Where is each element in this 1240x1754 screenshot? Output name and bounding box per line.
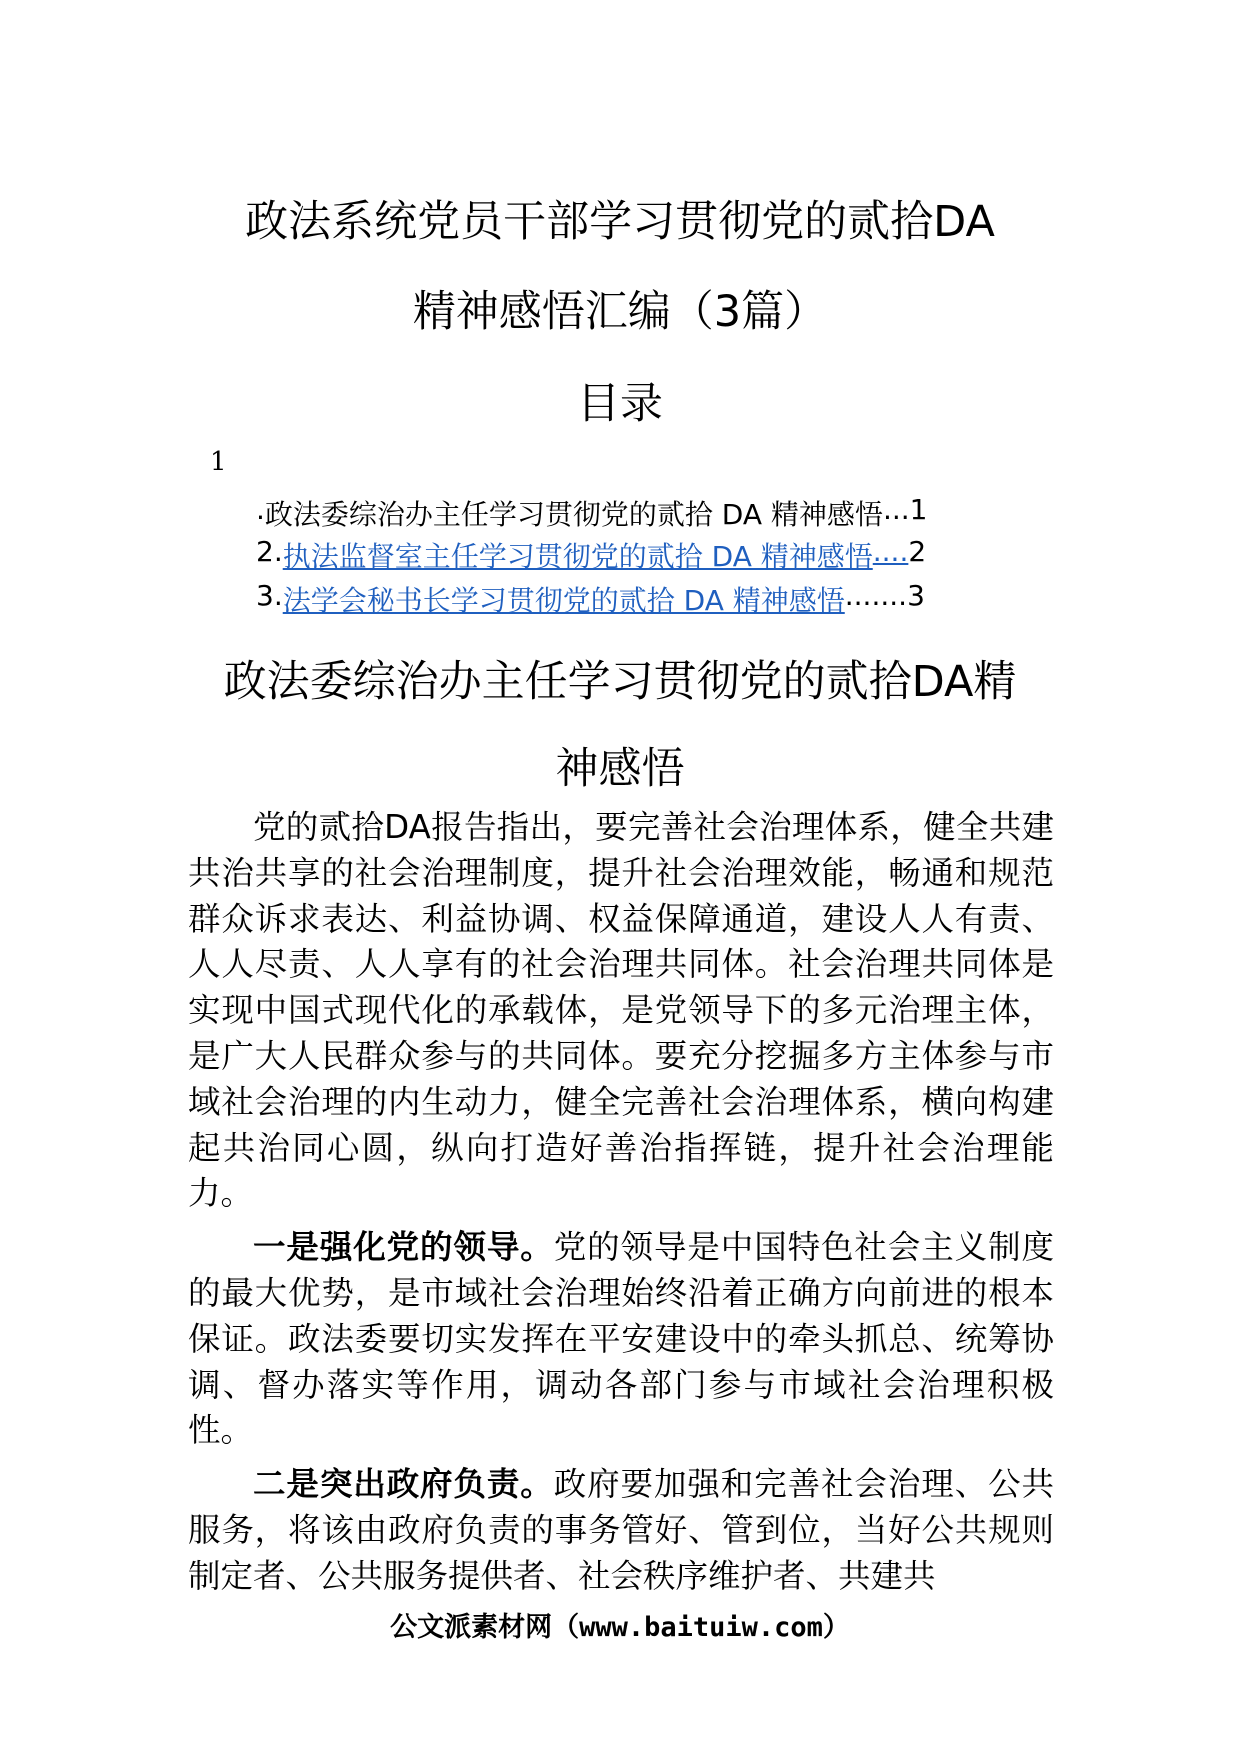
footer-site-name: 公文派素材网 [390,1612,553,1643]
toc-item-1-page: 1 [909,493,928,526]
toc-item-1-dots: ... [882,493,910,526]
toc-item-2-page: 2 [908,535,927,568]
toc-heading: 目录 [577,379,663,429]
article-heading-line2: 神感悟 [555,744,685,794]
paragraph-government-role [188,1462,1054,1599]
toc-item-1-text: 政法委综治办主任学习贯彻党的贰拾 DA 精神感悟 [264,498,883,531]
toc-item-1[interactable] [256,493,1052,533]
page-footer [0,1605,1240,1644]
footer-paren-open: （ [552,1612,580,1643]
paragraph-intro: 党的贰拾DA报告指出，要完善社会治理体系，健全共建共治共享的社会治理制度，提升社会治理效能，畅通和规范群众诉求表达、利益协调、权益保障通道，建设人人有责、人人尽责、人人享有的社会治理共同体。社会治理共同体是实现中国式现代化的承载体，是党领导下的多元治理主体，是广大人民群众参与的共同体。要充分挖掘多方主体参与市域社会治理的内生动力，健全完善社会治理体系，横向构建起共治同心圆，纵向打造好善治指挥链，提升社会治理能力。 [188,808,1054,1213]
toc-item-1-number: 1 [210,447,227,477]
toc-item-2-dots: .... [872,535,909,568]
document-title-line1: 政法系统党员干部学习贯彻党的贰拾DA [245,197,995,247]
paragraph-party-leadership-text: 党的领导是中国特色社会主义制度的最大优势，是市域社会治理始终沿着正确方向前进的根本保证。政法委要切实发挥在平安建设中的牵头抓总、统筹协调、督办落实等作用，调动各部门参与市域社会治理积极性。 [188,1228,1054,1450]
toc-item-3-page: 3 [907,579,925,612]
paragraph-government-role-text: 政府要加强和完善社会治理、公共服务，将该由政府负责的事务管好、管到位，当好公共规则制定者、公共服务提供者、社会秩序维护者、共建共 [188,1465,1054,1595]
document-title-line2: 精神感悟汇编（3篇） [412,287,828,337]
footer-paren-close: ） [822,1612,850,1643]
paragraph-party-leadership [188,1225,1054,1454]
toc-item-3-dots: ....... [844,579,908,612]
toc-item-2-link[interactable]: 执法监督室主任学习贯彻党的贰拾 DA 精神感悟 [282,540,873,573]
toc-item-3[interactable] [256,579,1052,619]
article-heading-line1: 政法委综治办主任学习贯彻党的贰拾DA精 [223,657,1017,707]
article-body [188,805,1054,1608]
toc-item-3-prefix: 3. [256,579,283,612]
toc-item-1-prefix: . [256,493,265,526]
paragraph-party-leadership-lead: 一是强化党的领导。 [253,1228,554,1267]
toc-item-2-prefix: 2. [256,535,283,568]
toc-item-3-link[interactable]: 法学会秘书长学习贯彻党的贰拾 DA 精神感悟 [282,584,845,617]
paragraph-government-role-lead: 二是突出政府负责。 [253,1465,554,1504]
footer-url[interactable]: www.baituiw.com [579,1612,823,1643]
toc-item-2[interactable] [256,535,1052,575]
